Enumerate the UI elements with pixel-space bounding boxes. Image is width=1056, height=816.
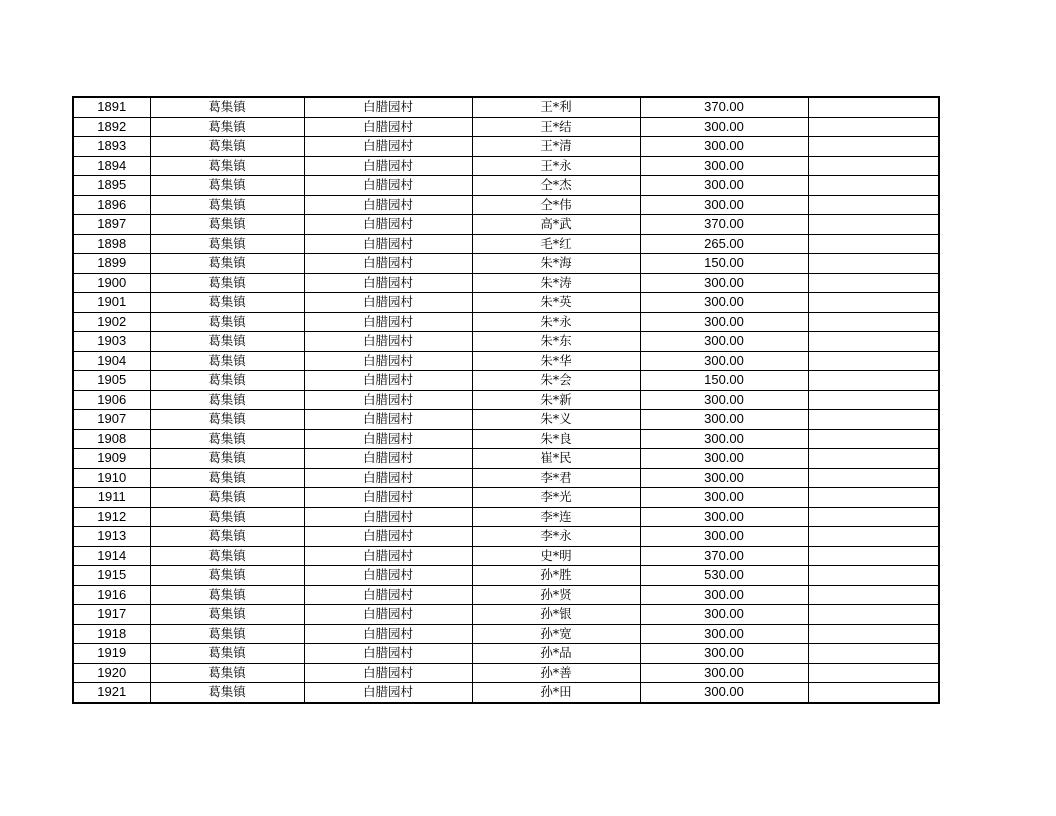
cell-name: 史*明 [472,546,640,566]
table-row [73,332,939,352]
cell-amount: 150.00 [640,371,808,391]
cell-number: 1920 [73,663,150,683]
cell-amount: 370.00 [640,97,808,117]
table-row [73,585,939,605]
table-row [73,507,939,527]
cell-note [808,195,939,215]
cell-town: 葛集镇 [150,234,304,254]
cell-number: 1904 [73,351,150,371]
cell-town: 葛集镇 [150,293,304,313]
cell-village: 白腊园村 [304,156,472,176]
cell-note [808,624,939,644]
cell-note [808,332,939,352]
cell-name: 孙*田 [472,683,640,703]
cell-number: 1911 [73,488,150,508]
cell-amount: 300.00 [640,176,808,196]
cell-name: 朱*永 [472,312,640,332]
table-row [73,254,939,274]
cell-name: 高*武 [472,215,640,235]
cell-amount: 300.00 [640,390,808,410]
cell-amount: 370.00 [640,546,808,566]
cell-note [808,527,939,547]
cell-town: 葛集镇 [150,332,304,352]
cell-village: 白腊园村 [304,644,472,664]
table-row [73,117,939,137]
cell-town: 葛集镇 [150,351,304,371]
table-row [73,195,939,215]
cell-town: 葛集镇 [150,683,304,703]
cell-amount: 300.00 [640,410,808,430]
cell-village: 白腊园村 [304,117,472,137]
cell-village: 白腊园村 [304,176,472,196]
cell-name: 朱*英 [472,293,640,313]
cell-town: 葛集镇 [150,449,304,469]
cell-number: 1913 [73,527,150,547]
cell-number: 1901 [73,293,150,313]
cell-number: 1902 [73,312,150,332]
cell-amount: 300.00 [640,624,808,644]
cell-village: 白腊园村 [304,410,472,430]
table-row [73,215,939,235]
cell-note [808,644,939,664]
cell-number: 1909 [73,449,150,469]
table-row [73,371,939,391]
cell-name: 李*光 [472,488,640,508]
cell-name: 李*永 [472,527,640,547]
cell-note [808,351,939,371]
cell-number: 1899 [73,254,150,274]
cell-name: 毛*红 [472,234,640,254]
table-row [73,644,939,664]
cell-town: 葛集镇 [150,312,304,332]
cell-name: 朱*华 [472,351,640,371]
cell-village: 白腊园村 [304,546,472,566]
cell-village: 白腊园村 [304,215,472,235]
cell-name: 朱*良 [472,429,640,449]
cell-amount: 530.00 [640,566,808,586]
cell-village: 白腊园村 [304,605,472,625]
cell-name: 李*君 [472,468,640,488]
cell-town: 葛集镇 [150,488,304,508]
cell-village: 白腊园村 [304,585,472,605]
cell-town: 葛集镇 [150,254,304,274]
cell-amount: 300.00 [640,527,808,547]
cell-note [808,429,939,449]
cell-note [808,137,939,157]
cell-town: 葛集镇 [150,566,304,586]
cell-number: 1921 [73,683,150,703]
cell-town: 葛集镇 [150,585,304,605]
cell-amount: 300.00 [640,449,808,469]
cell-note [808,176,939,196]
table-row [73,566,939,586]
cell-name: 仝*杰 [472,176,640,196]
cell-number: 1918 [73,624,150,644]
cell-number: 1907 [73,410,150,430]
cell-village: 白腊园村 [304,97,472,117]
cell-name: 王*结 [472,117,640,137]
cell-town: 葛集镇 [150,624,304,644]
cell-note [808,605,939,625]
cell-amount: 300.00 [640,293,808,313]
cell-name: 李*连 [472,507,640,527]
table-row [73,312,939,332]
cell-village: 白腊园村 [304,663,472,683]
cell-number: 1906 [73,390,150,410]
cell-village: 白腊园村 [304,527,472,547]
cell-village: 白腊园村 [304,683,472,703]
table-row [73,429,939,449]
cell-town: 葛集镇 [150,663,304,683]
cell-note [808,566,939,586]
cell-note [808,546,939,566]
cell-name: 崔*民 [472,449,640,469]
cell-note [808,585,939,605]
cell-amount: 300.00 [640,488,808,508]
cell-note [808,683,939,703]
cell-village: 白腊园村 [304,234,472,254]
cell-name: 朱*海 [472,254,640,274]
cell-village: 白腊园村 [304,312,472,332]
cell-village: 白腊园村 [304,507,472,527]
cell-village: 白腊园村 [304,390,472,410]
cell-note [808,488,939,508]
table-row [73,390,939,410]
cell-town: 葛集镇 [150,371,304,391]
table-row [73,624,939,644]
cell-name: 孙*贤 [472,585,640,605]
table-row [73,156,939,176]
cell-village: 白腊园村 [304,332,472,352]
cell-number: 1910 [73,468,150,488]
cell-note [808,312,939,332]
cell-amount: 300.00 [640,195,808,215]
cell-amount: 150.00 [640,254,808,274]
cell-name: 朱*义 [472,410,640,430]
cell-number: 1919 [73,644,150,664]
cell-village: 白腊园村 [304,468,472,488]
cell-name: 仝*伟 [472,195,640,215]
table-row [73,97,939,117]
cell-town: 葛集镇 [150,410,304,430]
cell-name: 王*利 [472,97,640,117]
cell-amount: 300.00 [640,663,808,683]
table-row [73,137,939,157]
table-row [73,293,939,313]
cell-town: 葛集镇 [150,117,304,137]
cell-name: 王*清 [472,137,640,157]
cell-town: 葛集镇 [150,468,304,488]
table-body [73,97,939,703]
cell-amount: 300.00 [640,683,808,703]
table-row [73,449,939,469]
table-row [73,605,939,625]
cell-village: 白腊园村 [304,254,472,274]
cell-village: 白腊园村 [304,273,472,293]
table-row [73,234,939,254]
cell-number: 1892 [73,117,150,137]
cell-number: 1916 [73,585,150,605]
cell-name: 孙*品 [472,644,640,664]
table-row [73,663,939,683]
cell-amount: 300.00 [640,507,808,527]
cell-town: 葛集镇 [150,176,304,196]
cell-village: 白腊园村 [304,137,472,157]
cell-amount: 300.00 [640,156,808,176]
cell-village: 白腊园村 [304,351,472,371]
cell-number: 1895 [73,176,150,196]
cell-village: 白腊园村 [304,624,472,644]
cell-amount: 300.00 [640,468,808,488]
cell-village: 白腊园村 [304,293,472,313]
cell-note [808,371,939,391]
cell-note [808,215,939,235]
cell-town: 葛集镇 [150,195,304,215]
table-row [73,488,939,508]
cell-number: 1897 [73,215,150,235]
table-row [73,683,939,703]
cell-name: 王*永 [472,156,640,176]
cell-note [808,156,939,176]
cell-note [808,410,939,430]
cell-town: 葛集镇 [150,605,304,625]
cell-note [808,507,939,527]
cell-name: 朱*东 [472,332,640,352]
cell-name: 朱*新 [472,390,640,410]
cell-name: 孙*宽 [472,624,640,644]
cell-town: 葛集镇 [150,215,304,235]
cell-amount: 300.00 [640,137,808,157]
cell-amount: 370.00 [640,215,808,235]
cell-note [808,293,939,313]
cell-village: 白腊园村 [304,429,472,449]
cell-note [808,390,939,410]
cell-name: 朱*涛 [472,273,640,293]
cell-town: 葛集镇 [150,429,304,449]
cell-number: 1893 [73,137,150,157]
cell-amount: 300.00 [640,273,808,293]
cell-number: 1908 [73,429,150,449]
cell-name: 朱*会 [472,371,640,391]
table-row [73,468,939,488]
cell-note [808,273,939,293]
cell-number: 1898 [73,234,150,254]
cell-village: 白腊园村 [304,195,472,215]
cell-town: 葛集镇 [150,137,304,157]
cell-town: 葛集镇 [150,97,304,117]
cell-number: 1912 [73,507,150,527]
cell-number: 1917 [73,605,150,625]
cell-note [808,97,939,117]
spreadsheet-page [72,96,938,704]
cell-amount: 300.00 [640,644,808,664]
cell-village: 白腊园村 [304,566,472,586]
table-row [73,176,939,196]
cell-town: 葛集镇 [150,390,304,410]
cell-amount: 300.00 [640,351,808,371]
cell-number: 1891 [73,97,150,117]
cell-amount: 265.00 [640,234,808,254]
cell-village: 白腊园村 [304,371,472,391]
cell-number: 1915 [73,566,150,586]
cell-note [808,234,939,254]
cell-town: 葛集镇 [150,527,304,547]
table-row [73,410,939,430]
cell-note [808,663,939,683]
cell-number: 1914 [73,546,150,566]
cell-village: 白腊园村 [304,488,472,508]
cell-town: 葛集镇 [150,546,304,566]
cell-town: 葛集镇 [150,156,304,176]
table-row [73,527,939,547]
cell-number: 1905 [73,371,150,391]
cell-note [808,117,939,137]
cell-town: 葛集镇 [150,644,304,664]
cell-amount: 300.00 [640,429,808,449]
cell-number: 1894 [73,156,150,176]
table-row [73,273,939,293]
cell-number: 1896 [73,195,150,215]
cell-village: 白腊园村 [304,449,472,469]
cell-number: 1903 [73,332,150,352]
table-row [73,546,939,566]
cell-amount: 300.00 [640,585,808,605]
cell-note [808,468,939,488]
cell-name: 孙*善 [472,663,640,683]
cell-note [808,449,939,469]
table-row [73,351,939,371]
cell-name: 孙*胜 [472,566,640,586]
cell-amount: 300.00 [640,117,808,137]
cell-note [808,254,939,274]
data-table [72,96,940,704]
cell-amount: 300.00 [640,312,808,332]
cell-town: 葛集镇 [150,507,304,527]
cell-name: 孙*银 [472,605,640,625]
cell-amount: 300.00 [640,332,808,352]
cell-number: 1900 [73,273,150,293]
cell-town: 葛集镇 [150,273,304,293]
cell-amount: 300.00 [640,605,808,625]
